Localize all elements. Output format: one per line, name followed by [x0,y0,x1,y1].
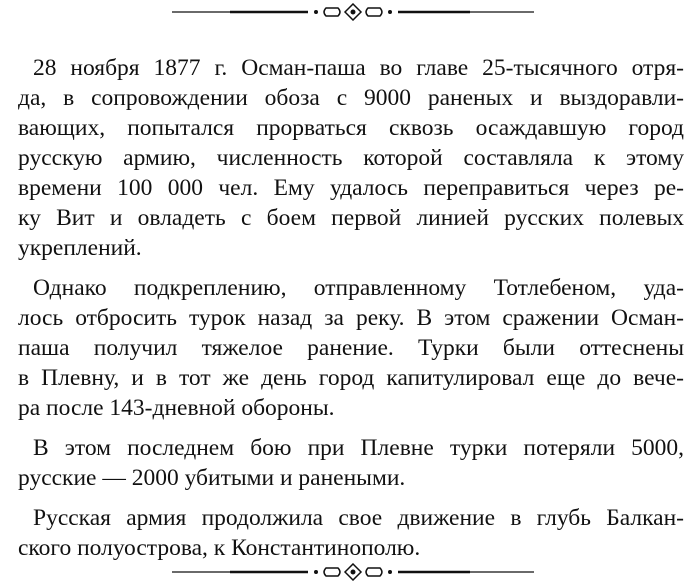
ornament-icon [172,564,534,580]
document-body [18,53,684,573]
text-line: времени 100 000 чел. Ему удалось переправиться через ре- [18,175,684,201]
bottom-ornament-divider [170,563,536,581]
text-line: 28 ноября 1877 г. Осман-паша во главе 25-тысячного отря- [33,55,684,81]
text-line: да, в сопровождении обоза с 9000 раненых и выздоравли- [18,85,684,111]
text-line: паша получил тяжелое ранение. Турки были оттеснены [18,335,684,361]
text-line: укреплений. [18,235,142,261]
text-line: вающих, попытался прорваться сквозь осаждавшую город [18,115,684,141]
text-line: в Плевну, и в тот же день город капитулировал еще до вече- [18,365,684,391]
top-ornament-divider [170,3,536,21]
ornament-icon [172,4,534,20]
text-line: лось отбросить турок назад за реку. В этом сражении Осман- [18,305,684,331]
text-line: ского полуострова, к Константинополю. [18,535,421,561]
text-line: Русская армия продолжила свое движение в глубь Балкан- [33,505,684,531]
text-line: ку Вит и овладеть с боем первой линией русских полевых [18,205,684,231]
paragraph [18,273,684,423]
text-line: ра после 143-дневной обороны. [18,395,335,421]
text-line: русскую армию, численность которой составляла к этому [18,145,684,171]
text-line: В этом последнем бою при Плевне турки потеряли 5000, [33,435,684,461]
paragraph [18,53,684,263]
paragraph [18,433,684,493]
text-line: русские — 2000 убитыми и ранеными. [18,465,406,491]
text-line: Однако подкреплению, отправленному Тотлебеном, уда- [33,275,684,301]
paragraph [18,503,684,563]
